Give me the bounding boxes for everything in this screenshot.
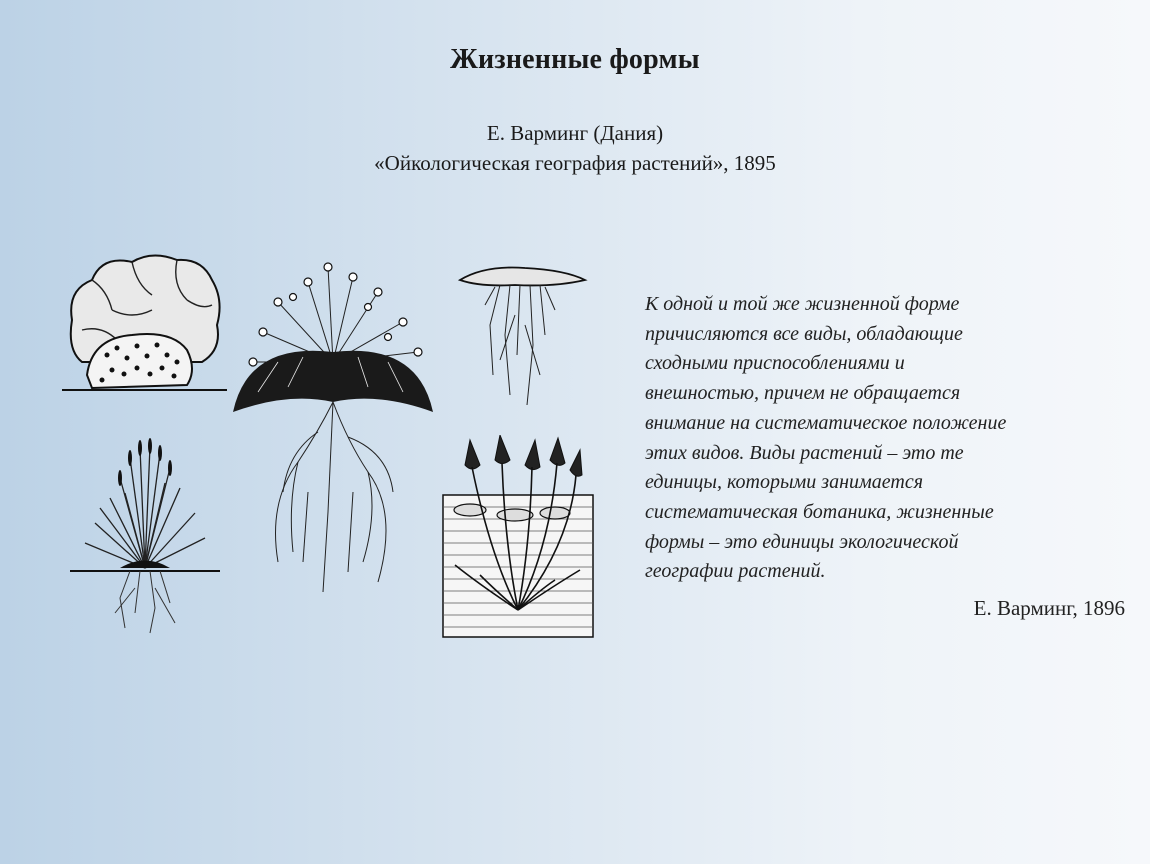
warming-quote <box>645 290 1125 587</box>
quote-line: единицы, которыми занимается <box>645 471 924 494</box>
subtitle-book: «Ойкологическая география растений», 1895 <box>374 151 776 175</box>
quote-line: внешностью, причем не обращается <box>645 382 961 405</box>
flowering-shrub-with-roots-illustration <box>228 262 443 602</box>
floating-plant-with-roots-illustration <box>455 265 590 410</box>
quote-line: сходными приспособлениями и <box>645 352 905 375</box>
subtitle <box>0 118 1150 178</box>
quote-line: формы – это единицы экологической <box>645 530 959 553</box>
page-title: Жизненные формы <box>450 44 700 75</box>
quote-line: внимание на систематическое положение <box>645 411 1007 434</box>
tussock-grass-illustration <box>70 438 220 638</box>
aquatic-plant-illustration <box>440 435 595 640</box>
subtitle-author: Е. Варминг (Дания) <box>486 121 664 145</box>
quote-line: причисляются все виды, обладающие <box>645 322 963 345</box>
quote-line: систематическая ботаника, жизненные <box>645 500 994 523</box>
quote-line: этих видов. Виды растений – это те <box>645 441 964 464</box>
cushion-plant-illustration <box>62 250 227 395</box>
quote-line: К одной и той же жизненной форме <box>645 293 960 315</box>
quote-author: Е. Варминг, 1896 <box>973 596 1125 620</box>
quote-line: географии растений. <box>645 560 826 583</box>
